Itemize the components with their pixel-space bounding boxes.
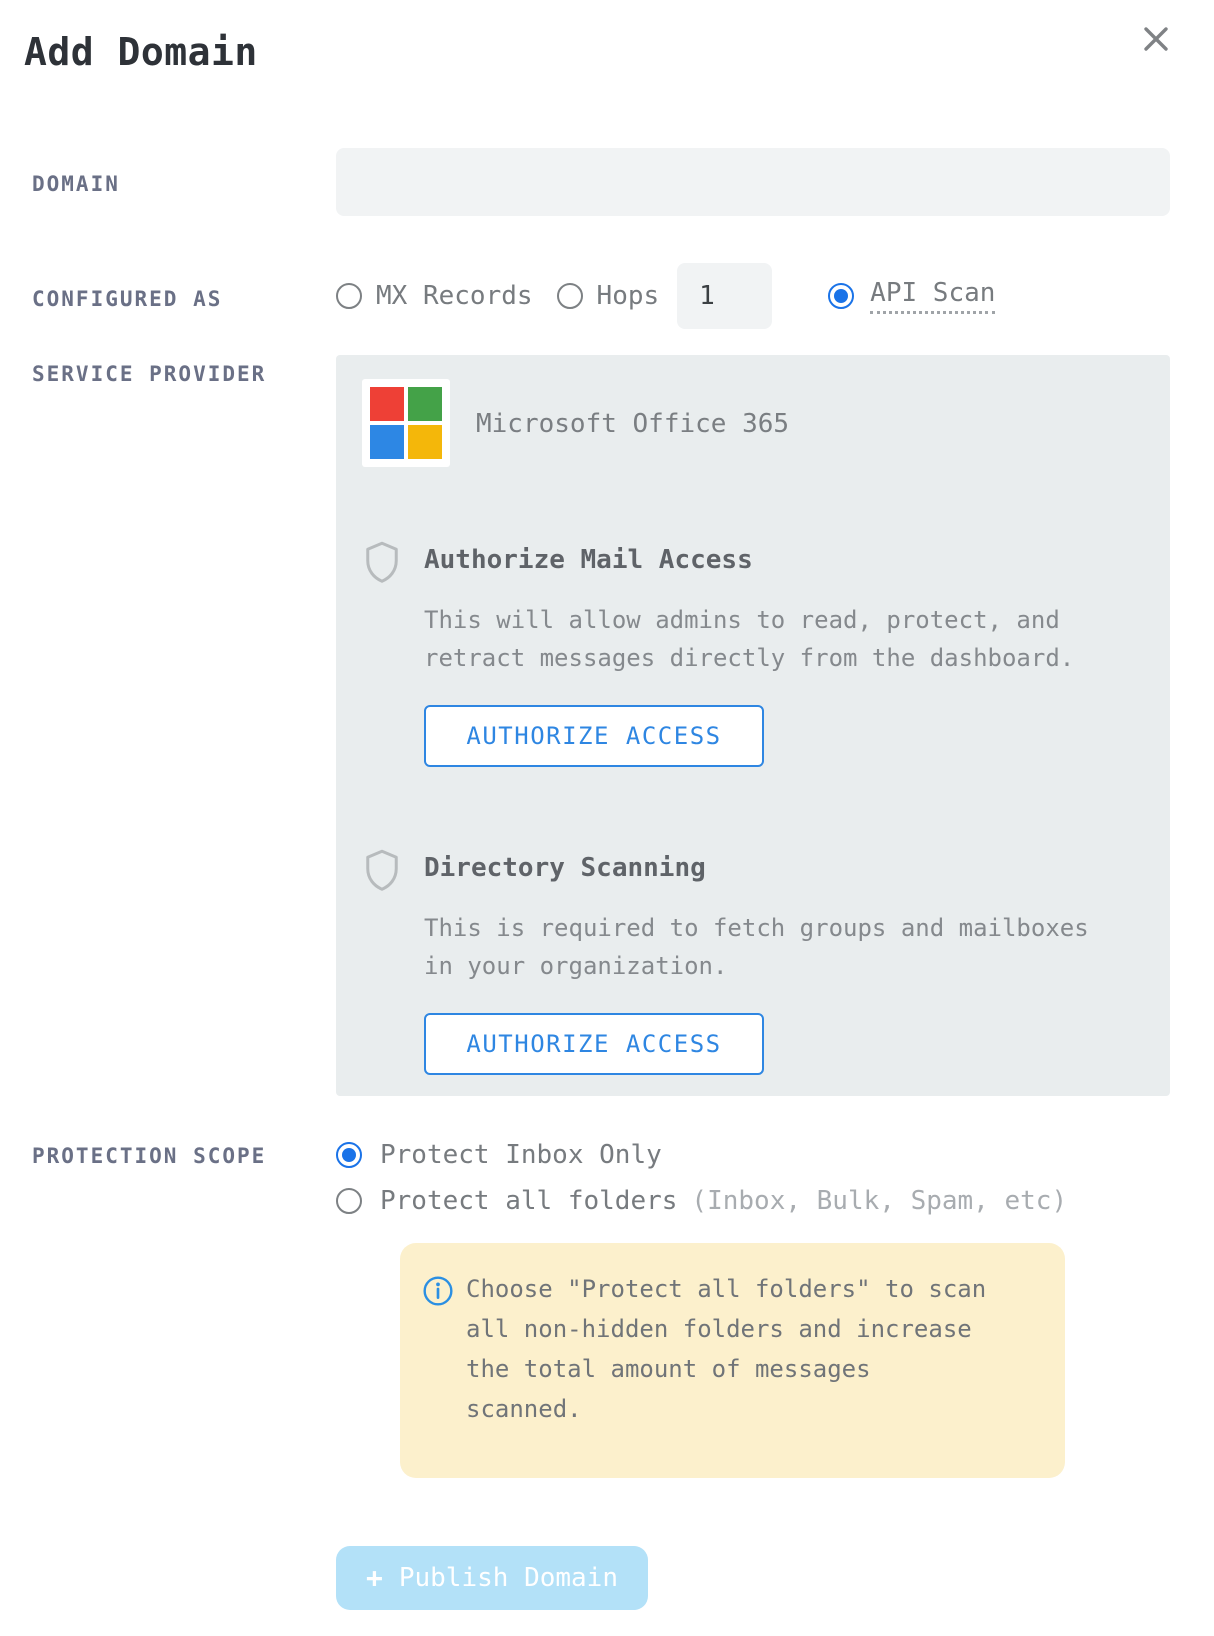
hops-radio[interactable]: [557, 283, 583, 309]
close-icon: [1140, 23, 1172, 55]
configured-as-options: [336, 263, 1170, 329]
authorize-mail-access-title: Authorize Mail Access: [424, 545, 753, 575]
ms-logo-green-square: [408, 387, 442, 421]
provider-name: Microsoft Office 365: [476, 409, 790, 439]
publish-domain-button[interactable]: [336, 1546, 648, 1610]
protect-all-folders-label[interactable]: Protect all folders: [380, 1186, 678, 1216]
directory-scanning-description: This is required to fetch groups and mailboxes in your organization.: [424, 914, 1089, 980]
mx-records-radio[interactable]: [336, 283, 362, 309]
info-icon: [422, 1275, 454, 1307]
directory-scanning-button[interactable]: AUTHORIZE ACCESS: [424, 1013, 764, 1075]
protect-inbox-only-radio[interactable]: [336, 1142, 362, 1168]
ms-logo-yellow-square: [408, 425, 442, 459]
ms-logo-blue-square: [370, 425, 404, 459]
dialog-title: Add Domain: [24, 30, 258, 74]
info-banner-text: Choose "Protect all folders" to scan all non-hidden folders and increase the total amount of messages scanned.: [466, 1275, 987, 1423]
authorize-mail-access-description: This will allow admins to read, protect, and retract messages directly from the dashboard.: [424, 606, 1075, 672]
protect-all-folders-suffix: (Inbox, Bulk, Spam, etc): [691, 1186, 1068, 1216]
hops-radio-label[interactable]: Hops: [596, 281, 660, 311]
info-banner: [400, 1243, 1065, 1478]
directory-scanning-title: Directory Scanning: [424, 853, 706, 883]
mx-records-radio-label[interactable]: MX Records: [376, 281, 533, 311]
close-button[interactable]: [1138, 22, 1174, 58]
protection-scope-label: PROTECTION SCOPE: [32, 1144, 267, 1168]
ms-logo-red-square: [370, 387, 404, 421]
protect-inbox-only-option: [336, 1138, 662, 1172]
protect-all-folders-radio[interactable]: [336, 1188, 362, 1214]
service-provider-panel: [336, 355, 1170, 1096]
api-scan-radio-label[interactable]: API Scan: [870, 278, 995, 314]
api-scan-radio[interactable]: [828, 283, 854, 309]
shield-icon: [364, 847, 400, 893]
domain-label: DOMAIN: [32, 172, 120, 196]
protect-all-folders-option: [336, 1184, 1067, 1218]
shield-icon: [364, 539, 400, 585]
domain-input[interactable]: [336, 148, 1170, 216]
microsoft-logo-icon: [362, 379, 450, 467]
configured-as-label: CONFIGURED AS: [32, 287, 223, 311]
publish-domain-button-label: Publish Domain: [398, 1563, 618, 1593]
hops-count-input[interactable]: [677, 263, 772, 329]
service-provider-label: SERVICE PROVIDER: [32, 362, 267, 386]
protect-inbox-only-label[interactable]: Protect Inbox Only: [380, 1140, 662, 1170]
plus-icon: +: [365, 1561, 383, 1594]
authorize-mail-access-button[interactable]: AUTHORIZE ACCESS: [424, 705, 764, 767]
